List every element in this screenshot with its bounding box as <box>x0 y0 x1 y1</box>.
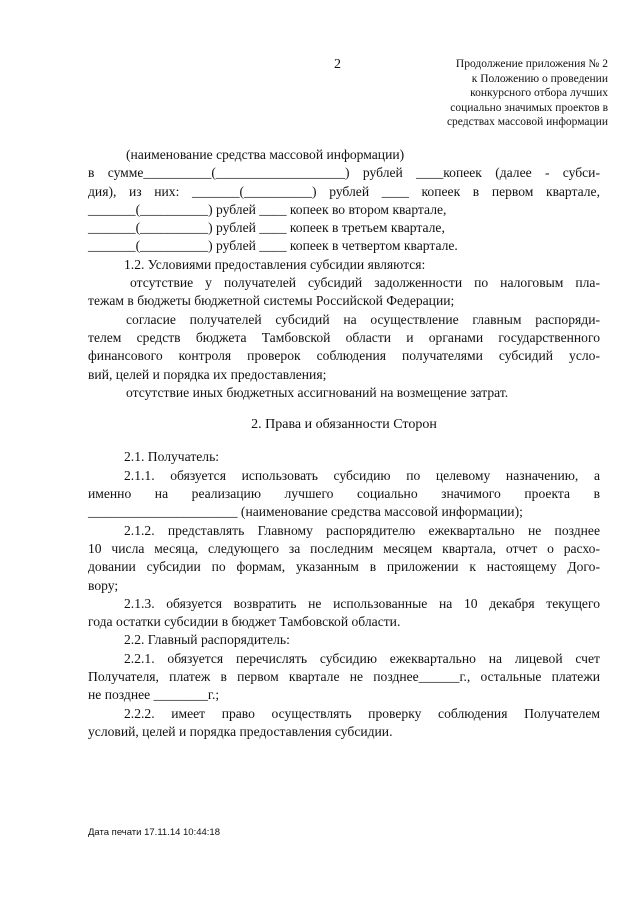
header-line: Продолжение приложения № 2 <box>455 58 608 70</box>
header-line: к Положению о проведении <box>471 72 608 85</box>
header-line: конкурсного отбора лучших <box>470 87 608 99</box>
header-line: социально значимых проектов в <box>450 101 608 114</box>
body-line: вору; <box>88 577 119 593</box>
body-line: отсутствие иных бюджетных ассигнований на возмещение затрат. <box>126 384 509 400</box>
clause-1-2: 1.2. Условиями предоставления субсидии являются: <box>124 256 426 272</box>
body-line: года остатки субсидии в бюджет Тамбовской области. <box>88 614 401 630</box>
body-line: отсутствие у получателей субсидий задолженности по налоговым пла- <box>130 275 600 291</box>
body-line: Получателя, платеж в первом квартале не позднее______г., остальные платежи <box>88 669 600 685</box>
body-line: условий, целей и порядка предоставления субсидии. <box>88 723 393 739</box>
body-line: не позднее ________г.; <box>88 687 220 703</box>
body-line: телем средств бюджета Тамбовской области и органами государственного <box>88 329 600 345</box>
body-line: _______(__________) рублей ____ копеек в третьем квартале, <box>88 220 445 236</box>
page-number: 2 <box>334 57 341 72</box>
body-line: 2.2.1. обязуется перечислять субсидию ежеквартально на лицевой счет <box>124 650 600 666</box>
body-line: согласие получателей субсидий на осуществление главным распоряди- <box>126 311 600 327</box>
body-line: 2.2.2. имеет право осуществлять проверку соблюдения Получателем <box>124 705 600 721</box>
body-line: вий, целей и порядка их предоставления; <box>88 366 327 382</box>
clause-2-2: 2.2. Главный распорядитель: <box>124 632 290 648</box>
body-line: финансового контроля проверок соблюдения получателями субсидий усло- <box>88 348 600 364</box>
appendix-header <box>400 57 608 130</box>
document-body <box>88 146 600 741</box>
clause-2-1: 2.1. Получатель: <box>124 449 220 465</box>
body-line: дия), из них: _______(__________) рублей ____ копеек в первом квартале, <box>88 183 600 199</box>
print-date: Дата печати 17.11.14 10:44:18 <box>88 827 221 838</box>
body-line: _______(__________) рублей ____ копеек во втором квартале, <box>88 201 447 217</box>
body-line: 2.1.3. обязуется возвратить не использованные на 10 декабря текущего <box>124 595 600 611</box>
media-name-caption: (наименование средства массовой информации) <box>126 147 405 162</box>
section-title: 2. Права и обязанности Сторон <box>251 417 437 433</box>
body-line: в сумме__________(___________________) рублей ____копеек (далее - субси- <box>88 165 600 181</box>
body-line: _______(__________) рублей ____ копеек в четвертом квартале. <box>88 238 458 254</box>
body-line: ______________________ (наименование средства массовой информации); <box>88 504 523 520</box>
body-line: 10 числа месяца, следующего за последним месяцем квартала, отчет о расхо- <box>88 540 600 556</box>
body-line: именно на реализацию лучшего социально значимого проекта в <box>88 486 600 502</box>
body-line: 2.1.1. обязуется использовать субсидию по целевому назначению, а <box>124 467 600 483</box>
body-line: тежам в бюджеты бюджетной системы Российской Федерации; <box>88 293 455 309</box>
body-line: довании субсидии по формам, указанным в приложении к настоящему Дого- <box>88 559 600 575</box>
body-line: 2.1.2. представлять Главному распорядителю ежеквартально не позднее <box>124 522 600 538</box>
header-line: средствах массовой информации <box>446 116 608 128</box>
